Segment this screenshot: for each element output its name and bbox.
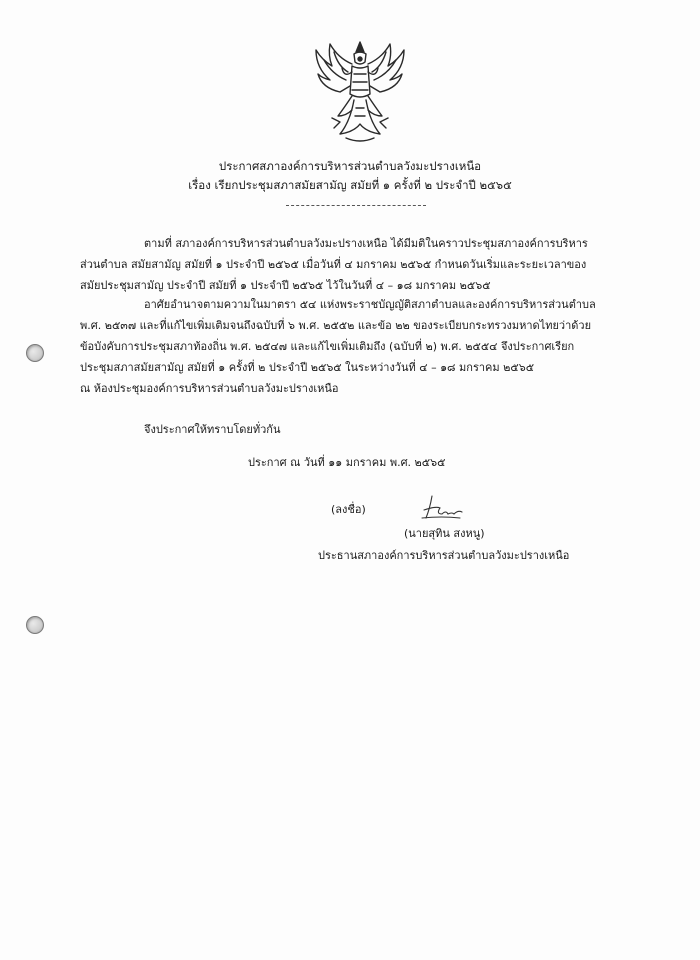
punch-hole-icon	[26, 344, 44, 362]
paragraph-resolution	[80, 233, 640, 296]
paragraph-line: ส่วนตำบล สมัยสามัญ สมัยที่ ๑ ประจำปี ๒๕๖๕ เมื่อวันที่ ๔ มกราคม ๒๕๖๕ กำหนดวันเริ่มและระยะเวลาของ	[80, 258, 587, 271]
garuda-emblem-icon	[310, 38, 410, 146]
announcement-subject: เรื่อง เรียกประชุมสภาสมัยสามัญ สมัยที่ ๑ ครั้งที่ ๒ ประจำปี ๒๕๖๕	[188, 178, 512, 192]
paragraph-line: ประชุมสภาสมัยสามัญ สมัยที่ ๑ ครั้งที่ ๒ ประจำปี ๒๕๖๕ ในระหว่างวันที่ ๔ – ๑๘ มกราคม ๒๕๖๕	[80, 361, 535, 374]
paragraph-line: ณ ห้องประชุมองค์การบริหารส่วนตำบลวังมะปรางเหนือ	[80, 382, 339, 395]
announcement-title: ประกาศสภาองค์การบริหารส่วนตำบลวังมะปรางเหนือ	[218, 159, 482, 173]
handwritten-signature-icon	[418, 490, 466, 524]
announcement-date: ประกาศ ณ วันที่ ๑๑ มกราคม พ.ศ. ๒๕๖๕	[248, 456, 446, 469]
signatory-position: ประธานสภาองค์การบริหารส่วนตำบลวังมะปรางเหนือ	[318, 549, 570, 562]
sign-label: (ลงชื่อ)	[331, 503, 366, 516]
punch-hole-icon	[26, 616, 44, 634]
paragraph-line: สมัยประชุมสามัญ ประจำปี สมัยที่ ๑ ประจำปี ๒๕๖๕ ไว้ในวันที่ ๔ – ๑๘ มกราคม ๒๕๖๕	[80, 279, 491, 292]
paragraph-authority	[80, 294, 640, 399]
title-divider	[286, 205, 426, 206]
paragraph-line: ข้อบังคับการประชุมสภาท้องถิ่น พ.ศ. ๒๕๔๗ และแก้ไขเพิ่มเติมถึง (ฉบับที่ ๒) พ.ศ. ๒๕๕๔ จึงประกาศเรียก	[80, 340, 575, 353]
paragraph-line: ตามที่ สภาองค์การบริหารส่วนตำบลวังมะปรางเหนือ ได้มีมติในคราวประชุมสภาองค์การบริหาร	[144, 237, 588, 250]
signatory-name: (นายสุทิน สงหนู)	[404, 527, 485, 540]
paragraph-line: พ.ศ. ๒๕๓๗ และที่แก้ไขเพิ่มเติมจนถึงฉบับที่ ๖ พ.ศ. ๒๕๕๒ และข้อ ๒๒ ของระเบียบกระทรวงมหาดไทยว่าด้วย	[80, 319, 592, 332]
paragraph-line: อาศัยอำนาจตามความในมาตรา ๕๔ แห่งพระราชบัญญัติสภาตำบลและองค์การบริหารส่วนตำบล	[144, 298, 596, 311]
announce-statement: จึงประกาศให้ทราบโดยทั่วกัน	[144, 423, 281, 436]
